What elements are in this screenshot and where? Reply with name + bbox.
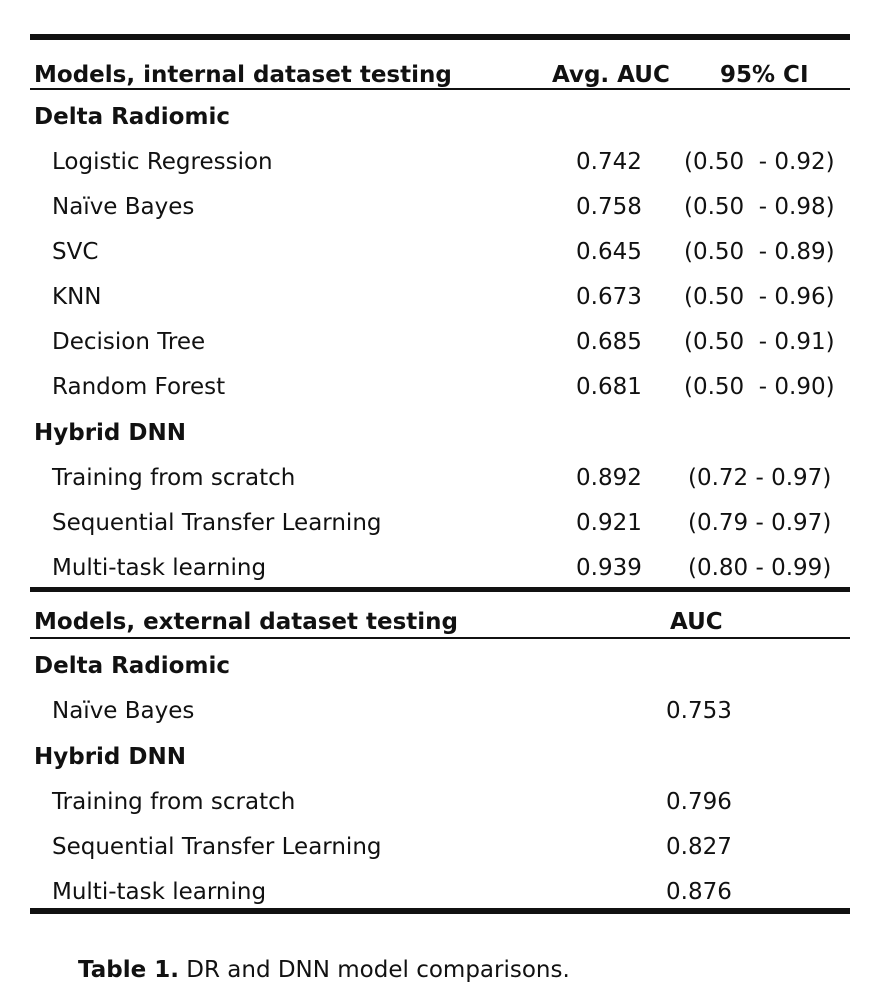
group-label: Hybrid DNN [34, 744, 186, 770]
model-name: Random Forest [52, 374, 226, 400]
external-group-delta-radiomic [30, 639, 850, 685]
auc-value: 0.876 [666, 879, 732, 905]
auc-value: 0.753 [666, 698, 732, 724]
auc-value: 0.758 [576, 194, 642, 220]
model-name: Multi-task learning [52, 879, 267, 905]
ci-value: (0.50 - 0.96) [684, 284, 835, 310]
table-row [30, 821, 850, 866]
auc-value: 0.673 [576, 284, 642, 310]
auc-value: 0.685 [576, 329, 642, 355]
table-row [30, 136, 850, 181]
model-name: SVC [52, 239, 99, 265]
model-name: Naïve Bayes [52, 194, 195, 220]
table-caption [78, 957, 570, 983]
table-row [30, 181, 850, 226]
model-name: Training from scratch [52, 465, 296, 491]
ci-value: (0.50 - 0.98) [684, 194, 835, 220]
table-row [30, 452, 850, 497]
model-name: KNN [52, 284, 102, 310]
auc-value: 0.681 [576, 374, 642, 400]
auc-value: 0.892 [576, 465, 642, 491]
ci-value: (0.80 - 0.99) [688, 555, 832, 581]
table-bottom-rule [30, 908, 850, 914]
caption-label: Table 1. [78, 957, 179, 983]
auc-value: 0.796 [666, 789, 732, 815]
caption-text: DR and DNN model comparisons. [178, 957, 570, 983]
external-models-header: Models, external dataset testing [34, 609, 459, 635]
external-group-hybrid-dnn [30, 730, 850, 776]
auc-value: 0.827 [666, 834, 732, 860]
model-name: Multi-task learning [52, 555, 267, 581]
table-row [30, 497, 850, 542]
auc-value: 0.939 [576, 555, 642, 581]
auc-value: 0.921 [576, 510, 642, 536]
ci-value: (0.72 - 0.97) [688, 465, 832, 491]
internal-group-hybrid-dnn [30, 406, 850, 452]
model-name: Naïve Bayes [52, 698, 195, 724]
table-row [30, 542, 850, 587]
table-row [30, 685, 850, 730]
model-name: Training from scratch [52, 789, 296, 815]
ci-value: (0.50 - 0.91) [684, 329, 835, 355]
auc-value: 0.645 [576, 239, 642, 265]
ci-value: (0.79 - 0.97) [688, 510, 832, 536]
ci-value: (0.50 - 0.89) [684, 239, 835, 265]
internal-models-header: Models, internal dataset testing [34, 62, 452, 88]
internal-header-row [30, 40, 850, 88]
model-name: Sequential Transfer Learning [52, 834, 382, 860]
internal-auc-header: Avg. AUC [552, 62, 670, 88]
model-name: Sequential Transfer Learning [52, 510, 382, 536]
table-row [30, 361, 850, 406]
table-row [30, 316, 850, 361]
ci-value: (0.50 - 0.90) [684, 374, 835, 400]
auc-value: 0.742 [576, 149, 642, 175]
table-row [30, 271, 850, 316]
internal-ci-header: 95% CI [720, 62, 809, 88]
table-row [30, 866, 850, 908]
external-header-row [30, 592, 850, 637]
external-auc-header: AUC [670, 609, 723, 635]
ci-value: (0.50 - 0.92) [684, 149, 835, 175]
model-name: Decision Tree [52, 329, 206, 355]
group-label: Delta Radiomic [34, 653, 230, 679]
results-table [30, 34, 850, 914]
group-label: Delta Radiomic [34, 104, 230, 130]
table-row [30, 776, 850, 821]
model-name: Logistic Regression [52, 149, 273, 175]
group-label: Hybrid DNN [34, 420, 186, 446]
table-row [30, 226, 850, 271]
internal-group-delta-radiomic [30, 90, 850, 136]
